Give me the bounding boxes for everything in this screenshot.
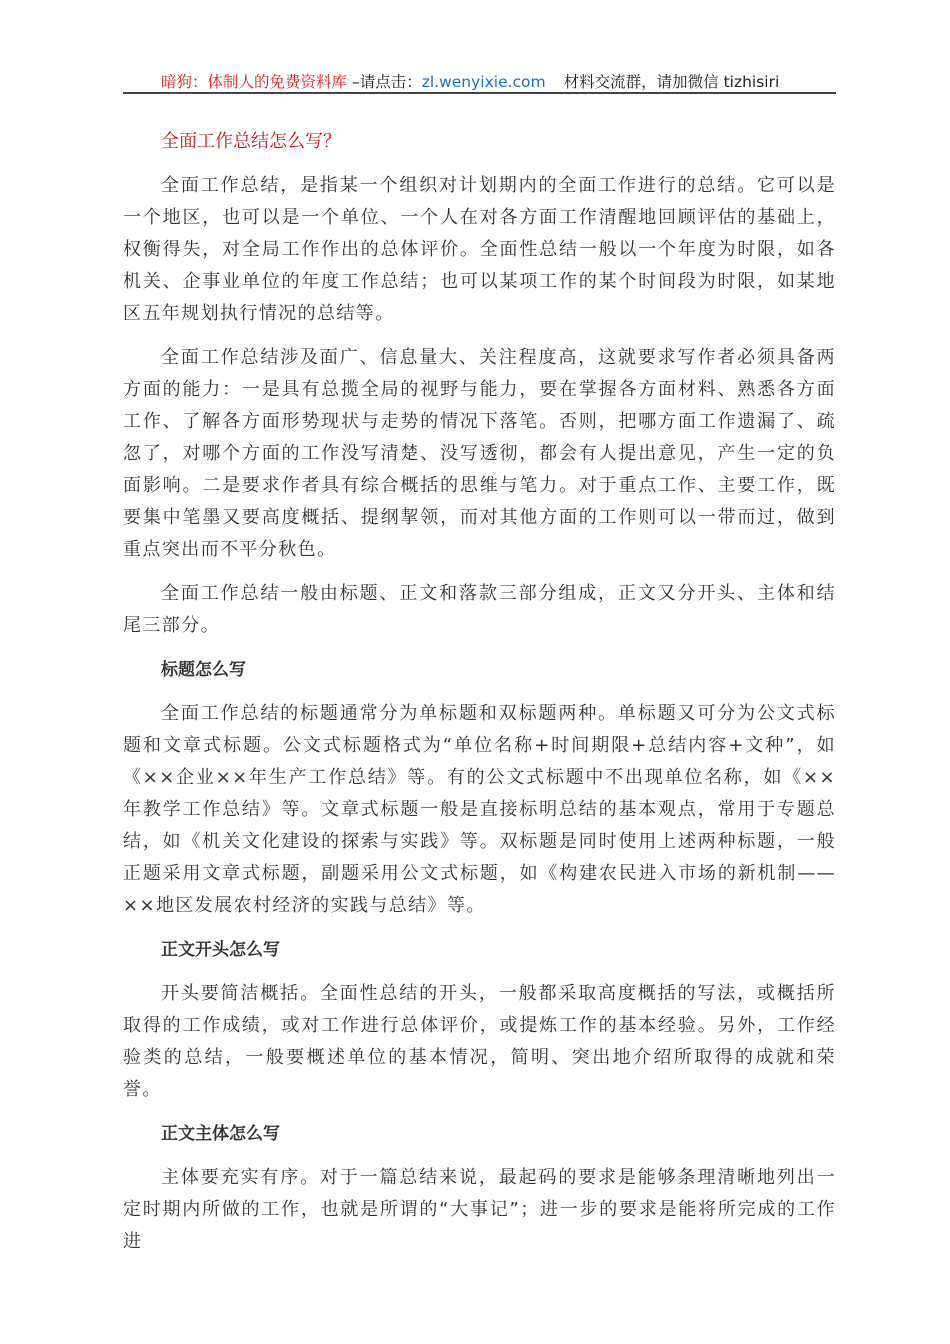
paragraph: 全面工作总结的标题通常分为单标题和双标题两种。单标题又可分为公文式标题和文章式标题。公文式标题格式为“单位名称+时间期限+总结内容+文种”，如《××企业××年生产工作总结》等。有的公文式标题中不出现单位名称，如《××年教学工作总结》等。文章式标题一般是直接标明总结的基本观点，常用于专题总结，如《机关文化建设的探索与实践》等。双标题是同时使用上述两种标题，一般正题采用文章式标题，副题采用公文式标题，如《构建农民进入市场的新机制——××地区发展农村经济的实践与总结》等。 [123,703,836,916]
paragraph: 全面工作总结一般由标题、正文和落款三部分组成，正文又分开头、主体和结尾三部分。 [123,583,836,636]
paragraph: 主体要充实有序。对于一篇总结来说，最起码的要求是能够条理清晰地列出一定时期内所做的工作，也就是所谓的“大事记”；进一步的要求是能将所完成的工作进 [123,1167,836,1252]
header-link[interactable]: zl.wenyixie.com [421,73,546,91]
document-body [123,126,836,1270]
section-heading: 正文主体怎么写 [161,1124,280,1144]
paragraph: 全面工作总结涉及面广、信息量大、关注程度高，这就要求写作者必须具备两方面的能力：一是具有总揽全局的视野与能力，要在掌握各方面材料、熟悉各方面工作、了解各方面形势现状与走势的情况下落笔。否则，把哪方面工作遗漏了、疏忽了，对哪个方面的工作没写清楚、没写透彻，都会有人提出意见，产生一定的负面影响。二是要求作者具有综合概括的思维与笔力。对于重点工作、主要工作，既要集中笔墨又要高度概括、提纲挈领，而对其他方面的工作则可以一带而过，做到重点突出而不平分秋色。 [123,347,836,560]
section-heading: 正文开头怎么写 [161,940,280,960]
document-title: 全面工作总结怎么写？ [161,131,341,152]
page-header [123,68,836,94]
section-heading: 标题怎么写 [161,660,246,680]
header-prompt: –请点击： [347,73,422,91]
header-group: 材料交流群，请加微信 tizhisiri [563,73,780,91]
paragraph: 开头要简洁概括。全面性总结的开头，一般都采取高度概括的写法，或概括所取得的工作成绩，或对工作进行总体评价，或提炼工作的基本经验。另外，工作经验类的总结，一般要概述单位的基本情况，简明、突出地介绍所取得的成就和荣誉。 [123,983,836,1100]
header-brand: 暗狗：体制人的免费资料库 [161,73,348,91]
paragraph: 全面工作总结，是指某一个组织对计划期内的全面工作进行的总结。它可以是一个地区，也可以是一个单位、一个人在对各方面工作清醒地回顾评估的基础上，权衡得失，对全局工作作出的总体评价。全面性总结一般以一个年度为时限，如各机关、企事业单位的年度工作总结；也可以某项工作的某个时间段为时限，如某地区五年规划执行情况的总结等。 [123,175,836,324]
